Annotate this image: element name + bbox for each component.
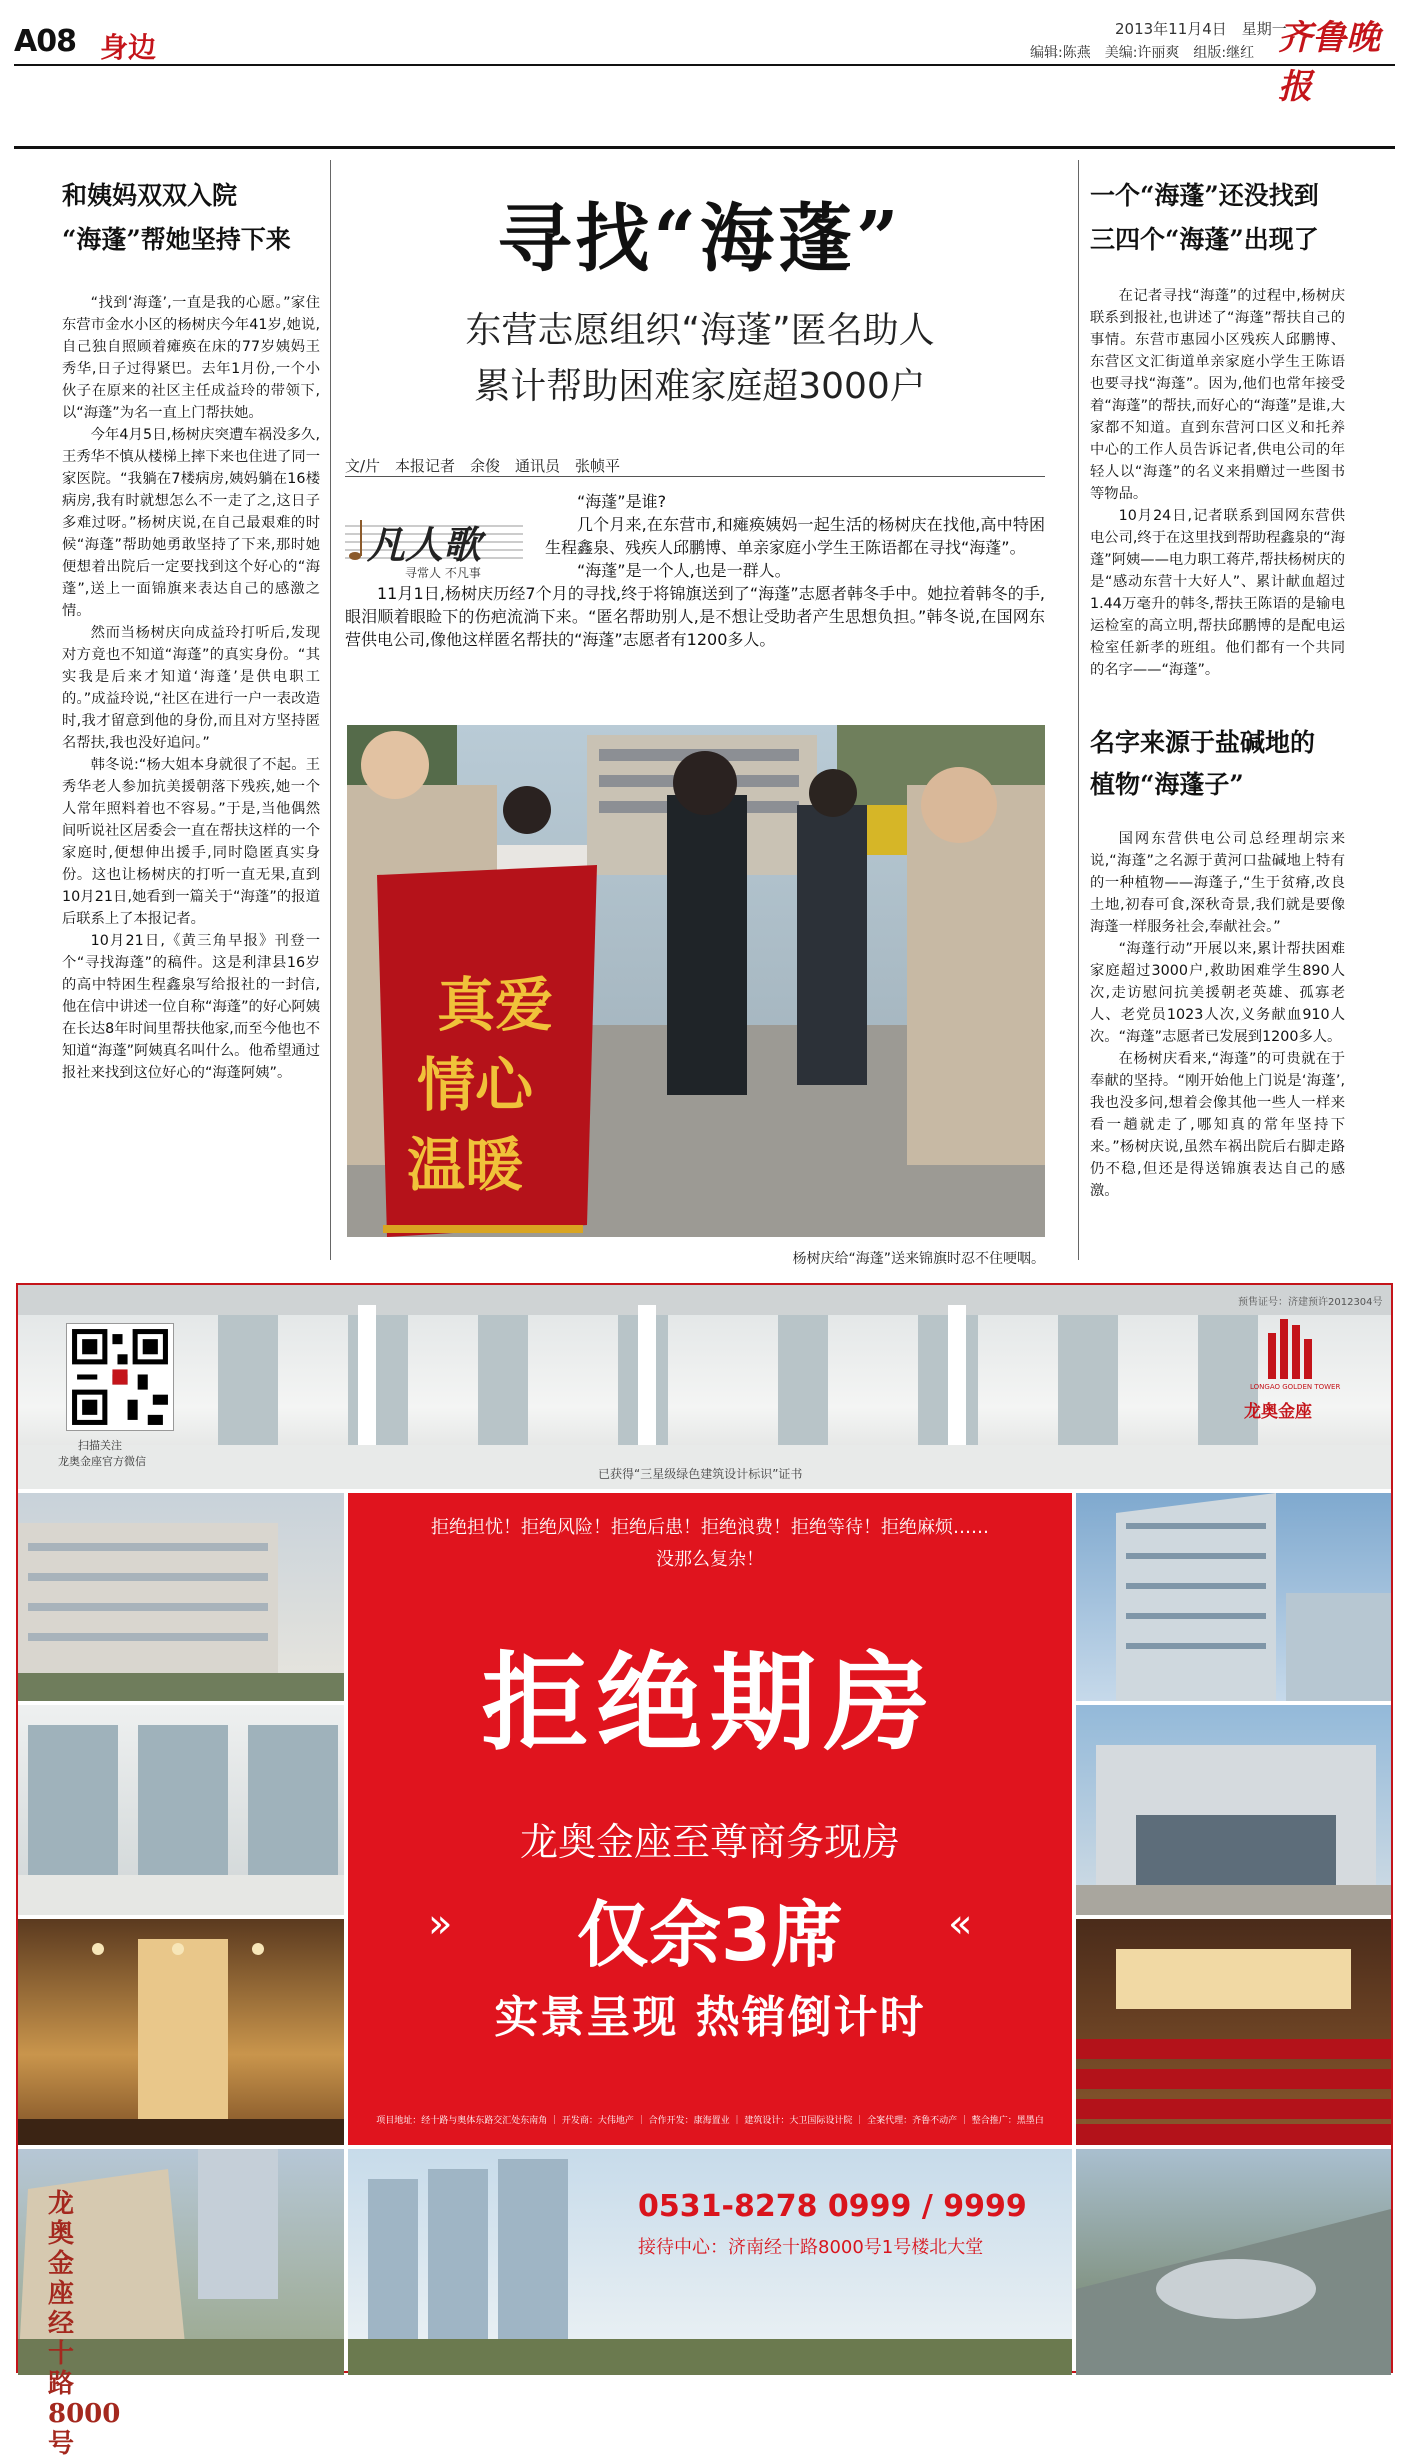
right-article-body-b xyxy=(1090,828,1345,1202)
brand-english: LONGAO GOLDEN TOWER xyxy=(1250,1383,1341,1391)
slogan-sub: 没那么复杂！ xyxy=(656,1549,764,1570)
column-slogan: 寻常人 不凡事 xyxy=(405,566,481,580)
qr-caption-1: 扫描关注 xyxy=(78,1439,122,1452)
column-logo-text: 凡人歌 xyxy=(367,522,482,567)
editor-credits: 编辑:陈燕 美编:许丽爽 组版:继红 xyxy=(1030,45,1255,61)
center-article-body xyxy=(345,490,1045,651)
slogan-top: 拒绝担忧！拒绝风险！拒绝后患！拒绝浪费！拒绝等待！拒绝麻烦…… xyxy=(431,1517,989,1538)
phone-number[interactable]: 0531-8278 0999 / 9999 xyxy=(638,2189,1027,2224)
lobby-corridor-photo xyxy=(18,1919,344,2145)
left-paragraph: 10月21日,《黄三角早报》刊登一个“寻找海蓬”的稿件。这是利津县16岁的高中特困生程鑫泉写给报社的一封信,他在信中讲述一位自称“海蓬”的好心阿姨在长达8年时间里帮扶他家,而至今他也不知道“海蓬”阿姨真名叫什么。他希望通过报社来找到这位好心的“海蓬阿姨”。 xyxy=(62,933,320,1081)
right-article-body-a xyxy=(1090,285,1345,681)
left-paragraph: 韩冬说:“杨大姐本身就很了不起。王秀华老人参加抗美援朝落下残疾,她一个人常年照料着也不容易。”于是,当他偶然间听说社区居委会一直在帮扶这样的一个家庭时,便想伸出援手,同时隐匿真实身份。这也让杨树庆的打听一直无果,直到10月21日,她看到一篇关于“海蓬”的报道后联系上了本报记者。 xyxy=(62,757,320,927)
ad-main-title: 拒绝期房 xyxy=(482,1642,938,1765)
qr-code-icon[interactable] xyxy=(66,1323,174,1431)
stone-marker-photo xyxy=(18,2149,344,2459)
svg-text:温暖: 温暖 xyxy=(407,1131,524,1199)
stone-text: 龙奥金座 经十路8000号 xyxy=(48,2189,121,2459)
right-paragraph: “海蓬行动”开展以来,累计帮扶困难家庭超过3000户,救助困难学生890人次,走访慰问抗美援朝老英雄、孤寡老人、老党员1023人次,义务献血910人次。“海蓬”志愿者已发展到1200多人。 xyxy=(1090,941,1345,1045)
center-paragraph: “海蓬”是一个人,也是一群人。 xyxy=(577,561,791,580)
header-rule xyxy=(14,64,1395,66)
sub-headline-1: 东营志愿组织“海蓬”匿名助人 xyxy=(465,310,935,351)
byline-rule xyxy=(345,476,1045,477)
lobby-photo xyxy=(18,1285,1391,1489)
chevron-left-icon: « xyxy=(948,1901,973,1947)
ad-bottom-line: 实景呈现 热销倒计时 xyxy=(494,1992,926,2043)
reception-address: 接待中心：济南经十路8000号1号楼北大堂 xyxy=(638,2237,984,2258)
right-headline-3: 名字来源于盐碱地的 xyxy=(1090,728,1316,757)
brand-logo xyxy=(1244,1311,1341,1461)
left-paragraph: 然而当杨树庆向成益玲打听后,发现对方竟也不知道“海蓬”的真实身份。“其实我是后来才知道‘海蓬’是供电职工的。”成益玲说,“社区在进行一户一表改造时,我才留意到他的身份,而且对方坚持匿名帮扶,我也没好追问。” xyxy=(62,625,320,751)
left-article-body xyxy=(62,292,320,1084)
center-paragraph: 几个月来,在东营市,和瘫痪姨妈一起生活的杨树庆在找他,高中特困生程鑫泉、残疾人邱鹏博、单亲家庭小学生王陈语都在寻找“海蓬”。 xyxy=(545,515,1045,557)
brand-chinese: 龙奥金座 xyxy=(1244,1402,1312,1422)
top-rule xyxy=(14,146,1395,149)
news-photo xyxy=(347,725,1045,1237)
conference-hall-photo xyxy=(1076,1919,1391,2145)
tower-photo xyxy=(1076,1493,1391,1701)
issue-date: 2013年11月4日 星期一 xyxy=(1115,20,1287,38)
byline: 文/片 本报记者 余俊 通讯员 张帧平 xyxy=(345,457,621,475)
courtyard-photo xyxy=(18,1493,344,1701)
right-paragraph: 在杨树庆看来,“海蓬”的可贵就在于奉献的坚持。“刚开始他上门说是‘海蓬’,我也没多问,想着会像其他一些人一样来看一趟就走了,哪知真的常年坚持下来。”杨树庆说,虽然车祸出院后右脚走路仍不稳,但还是得送锦旗表达自己的感激。 xyxy=(1090,1051,1345,1199)
project-info: 项目地址：经十路与奥体东路交汇处东南角 ｜ 开发商：大伟地产 ｜ 合作开发：康海置业 ｜ 建筑设计：大卫国际设计院 ｜ 全案代理：齐鲁不动产 ｜ 整合推广：黑墨白 xyxy=(376,2116,1044,2126)
right-paragraph: 在记者寻找“海蓬”的过程中,杨树庆联系到报社,也讲述了“海蓬”帮扶自己的事情。东营市惠园小区残疾人邱鹏博、东营区文汇街道单亲家庭小学生王陈语也要寻找“海蓬”。因为,他们也常年接受着“海蓬”的帮扶,而好心的“海蓬”是谁,大家都不知道。直到东营河口区义和托养中心的工作人员告诉记者,供电公司的年轻人以“海蓬”的名义来捐赠过一些图书等物品。 xyxy=(1090,288,1345,502)
entrance-photo xyxy=(1076,1705,1391,1915)
main-headline: 寻找“海蓬” xyxy=(497,196,903,282)
right-headline-4: 植物“海蓬子” xyxy=(1090,770,1244,799)
left-paragraph: “找到‘海蓬’,一直是我的心愿。”家住东营市金水小区的杨树庆今年41岁,她说,自己独自照顾着瘫痪在床的77岁姨妈王秀华,日子过得紧巴。去年1月份,一个小伙子在原来的社区主任成益玲的带领下,以“海蓬”为名一直上门帮扶她。 xyxy=(62,295,320,421)
center-paragraph: “海蓬”是谁? xyxy=(577,492,667,511)
column-divider-left xyxy=(330,160,331,1260)
sub-headline-2: 累计帮助困难家庭超3000户 xyxy=(474,366,926,407)
right-headline-2: 三四个“海蓬”出现了 xyxy=(1090,225,1319,254)
presale-license: 预售证号：济建预许2012304号 xyxy=(1238,1297,1383,1308)
certificate-note: 已获得“三星级绿色建筑设计标识”证书 xyxy=(598,1467,803,1481)
column-divider-right xyxy=(1078,160,1079,1260)
aerial-city-photo xyxy=(1076,2149,1391,2375)
real-estate-advert xyxy=(16,1283,1393,2459)
banner-text: 真爱 xyxy=(437,971,554,1039)
newspaper-logo: 齐鲁晚报 xyxy=(1278,18,1380,107)
ad-tagline: 龙奥金座至尊商务现房 xyxy=(519,1820,900,1864)
office-floor-photo xyxy=(18,1705,344,1915)
qr-caption-2: 龙奥金座官方微信 xyxy=(58,1455,146,1468)
chevron-right-icon: » xyxy=(428,1901,453,1947)
left-headline-1: 和姨妈双双入院 xyxy=(62,181,238,210)
ad-red-panel xyxy=(348,1493,1072,2145)
right-paragraph: 10月24日,记者联系到国网东营供电公司,终于在这里找到帮助程鑫泉的“海蓬”阿姨——电力职工蒋芹,帮扶杨树庆的是“感动东营十大好人”、累计献血超过1.44万毫升的韩冬,帮扶王陈语的是输电运检室的高立明,帮扶邱鹏博的是配电运检室任新孝的班组。他们都有一个共同的名字——“海蓬”。 xyxy=(1090,508,1345,678)
photo-caption: 杨树庆给“海蓬”送来锦旗时忍不住哽咽。 xyxy=(792,1251,1045,1267)
section-name: 身边 xyxy=(100,31,157,64)
center-paragraph: 11月1日,杨树庆历经7个月的寻找,终于将锦旗送到了“海蓬”志愿者韩冬手中。她拉着韩冬的手,眼泪顺着眼睑下的伤疤流淌下来。“匿名帮助别人,是不想让受助者产生思想负担。”韩冬说,在国网东营供电公司,像他这样匿名帮扶的“海蓬”志愿者有1200多人。 xyxy=(345,584,1045,649)
left-paragraph: 今年4月5日,杨树庆突遭车祸没多久,王秀华不慎从楼梯上摔下来也住进了同一家医院。“我躺在7楼病房,姨妈躺在16楼病房,我有时就想怎么不一走了之,这日子多难过呀。”杨树庆说,在自己最艰难的时候“海蓬”帮助她勇敢坚持了下来,那时她便想着出院后一定要找到这个好心的“海蓬”,送上一面锦旗来表达自己的感激之情。 xyxy=(62,427,320,619)
right-paragraph: 国网东营供电公司总经理胡宗来说,“海蓬”之名源于黄河口盐碱地上特有的一种植物——海蓬子,“生于贫瘠,改良土地,初春可食,深秋奇景,我们就是要像海蓬一样服务社会,奉献社会。” xyxy=(1090,831,1345,935)
left-headline-2: “海蓬”帮她坚持下来 xyxy=(62,225,291,254)
remaining-units: 仅余3席 xyxy=(576,1893,844,1977)
page-number: A08 xyxy=(14,24,76,59)
right-headline-1: 一个“海蓬”还没找到 xyxy=(1090,181,1319,210)
skyline-photo xyxy=(348,2149,1072,2375)
svg-text:情心: 情心 xyxy=(417,1051,534,1119)
tower-logo-icon xyxy=(1258,1311,1328,1381)
